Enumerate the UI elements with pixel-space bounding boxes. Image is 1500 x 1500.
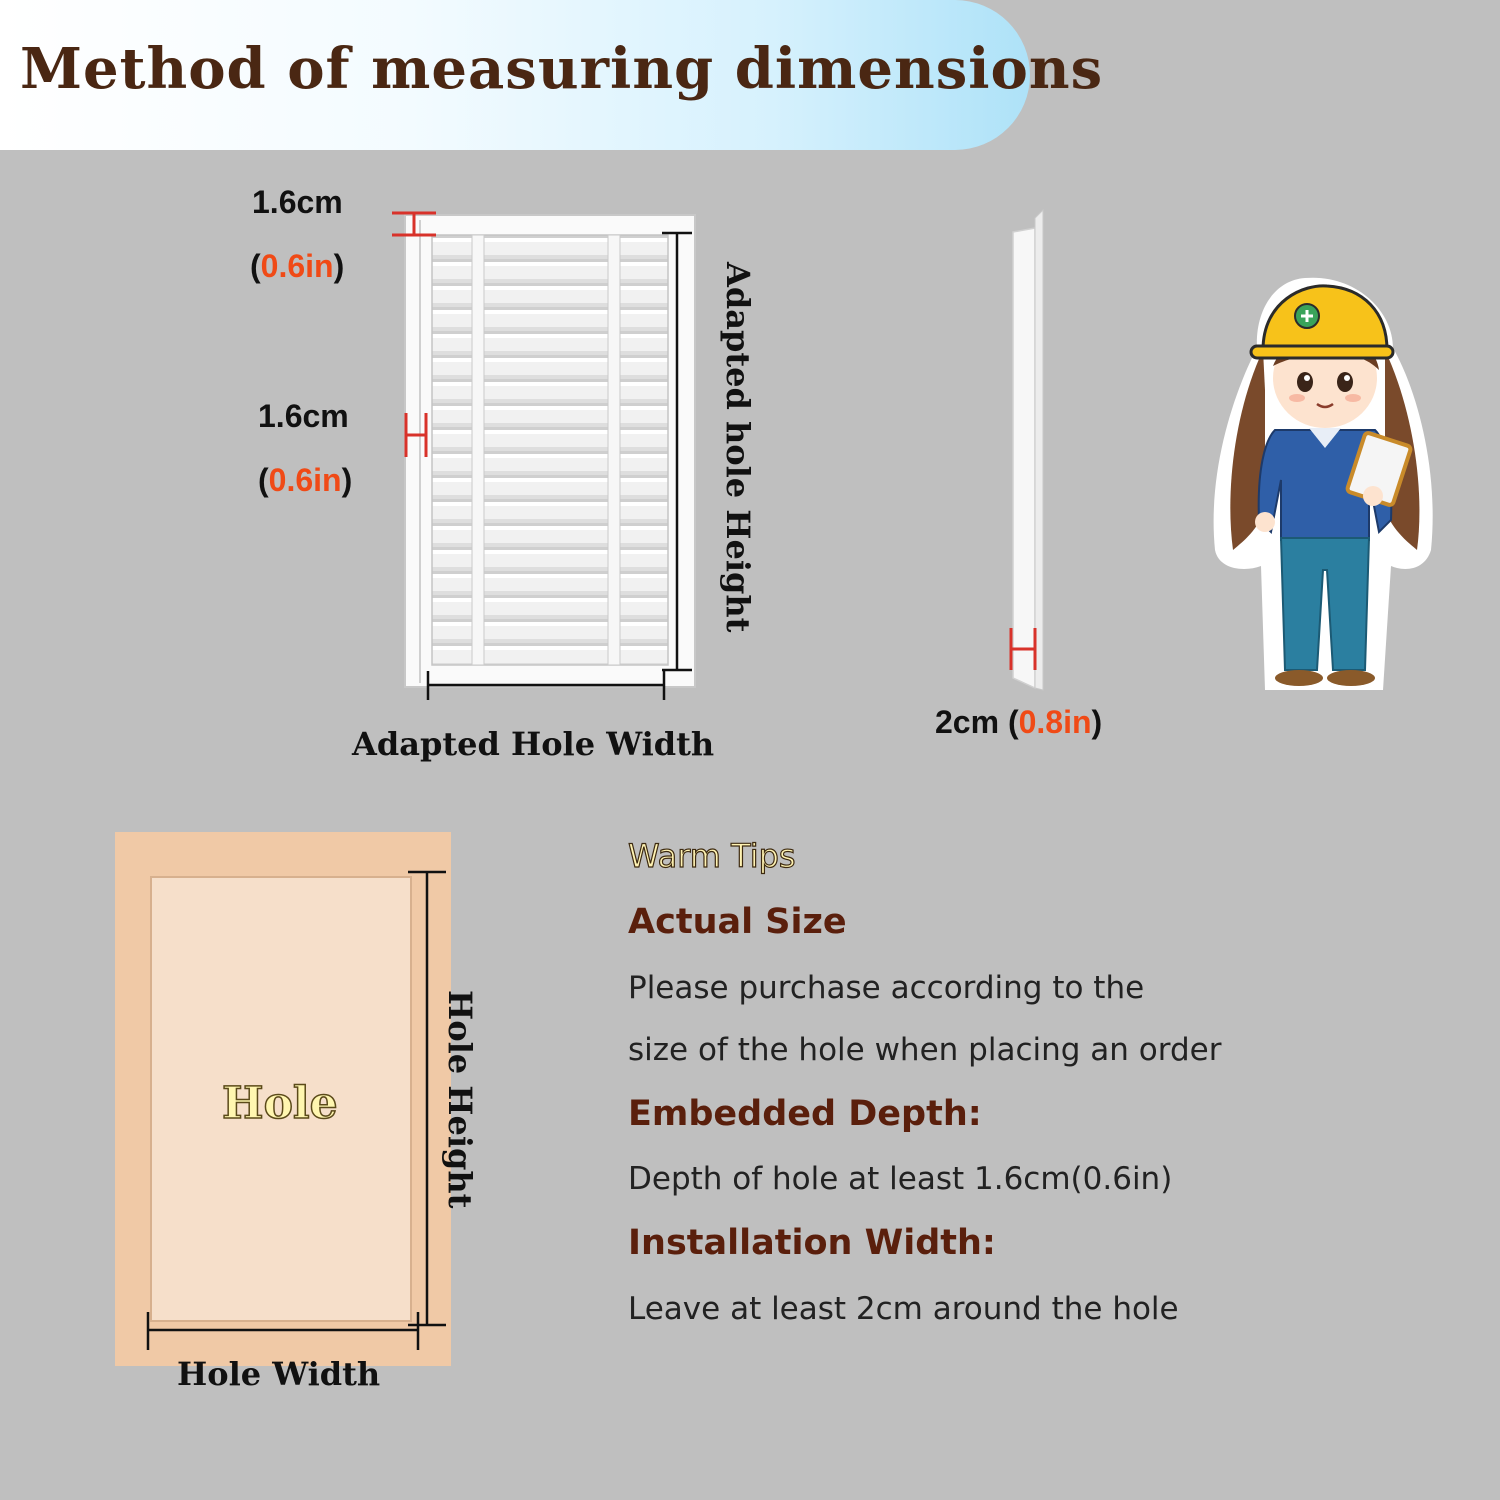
vent-side-profile	[995, 200, 1065, 700]
side-frame-imperial-group	[258, 464, 352, 496]
side-depth-metric: 2cm	[935, 704, 1000, 740]
paren-close: )	[1091, 704, 1103, 740]
embedded-depth-heading: Embedded Depth:	[628, 1094, 982, 1134]
adapted-hole-height-label: Adapted hole Height	[719, 262, 757, 633]
top-frame-metric: 1.6cm	[252, 184, 343, 220]
installation-width-body: Leave at least 2cm around the hole	[628, 1291, 1179, 1327]
actual-size-line-1: Please purchase according to the	[628, 970, 1145, 1006]
paren-open: (	[250, 248, 261, 284]
paren-open: (	[1007, 704, 1019, 740]
side-depth-measurement	[935, 706, 1102, 738]
embedded-depth-body: Depth of hole at least 1.6cm(0.6in)	[628, 1161, 1173, 1197]
worker-girl-illustration	[1205, 270, 1445, 700]
top-frame-imperial-group	[250, 250, 344, 282]
page-title: Method of measuring dimensions	[20, 36, 1104, 102]
top-frame-imperial: 0.6in	[260, 248, 334, 284]
hole-label: Hole	[222, 1078, 338, 1129]
paren-close: )	[333, 248, 345, 284]
side-frame-imperial: 0.6in	[268, 462, 342, 498]
side-depth-imperial: 0.8in	[1018, 704, 1092, 740]
paren-close: )	[341, 462, 353, 498]
actual-size-line-2: size of the hole when placing an order	[628, 1032, 1222, 1068]
installation-width-heading: Installation Width:	[628, 1223, 996, 1263]
side-frame-metric: 1.6cm	[258, 398, 349, 434]
actual-size-heading: Actual Size	[628, 902, 847, 942]
paren-open: (	[258, 462, 269, 498]
adapted-hole-width-label: Adapted Hole Width	[352, 725, 715, 763]
hole-width-label: Hole Width	[177, 1355, 381, 1393]
hole-height-label: Hole Height	[441, 990, 479, 1209]
vent-louver-illustration	[380, 195, 720, 705]
warm-tips-title: Warm Tips	[628, 837, 796, 875]
